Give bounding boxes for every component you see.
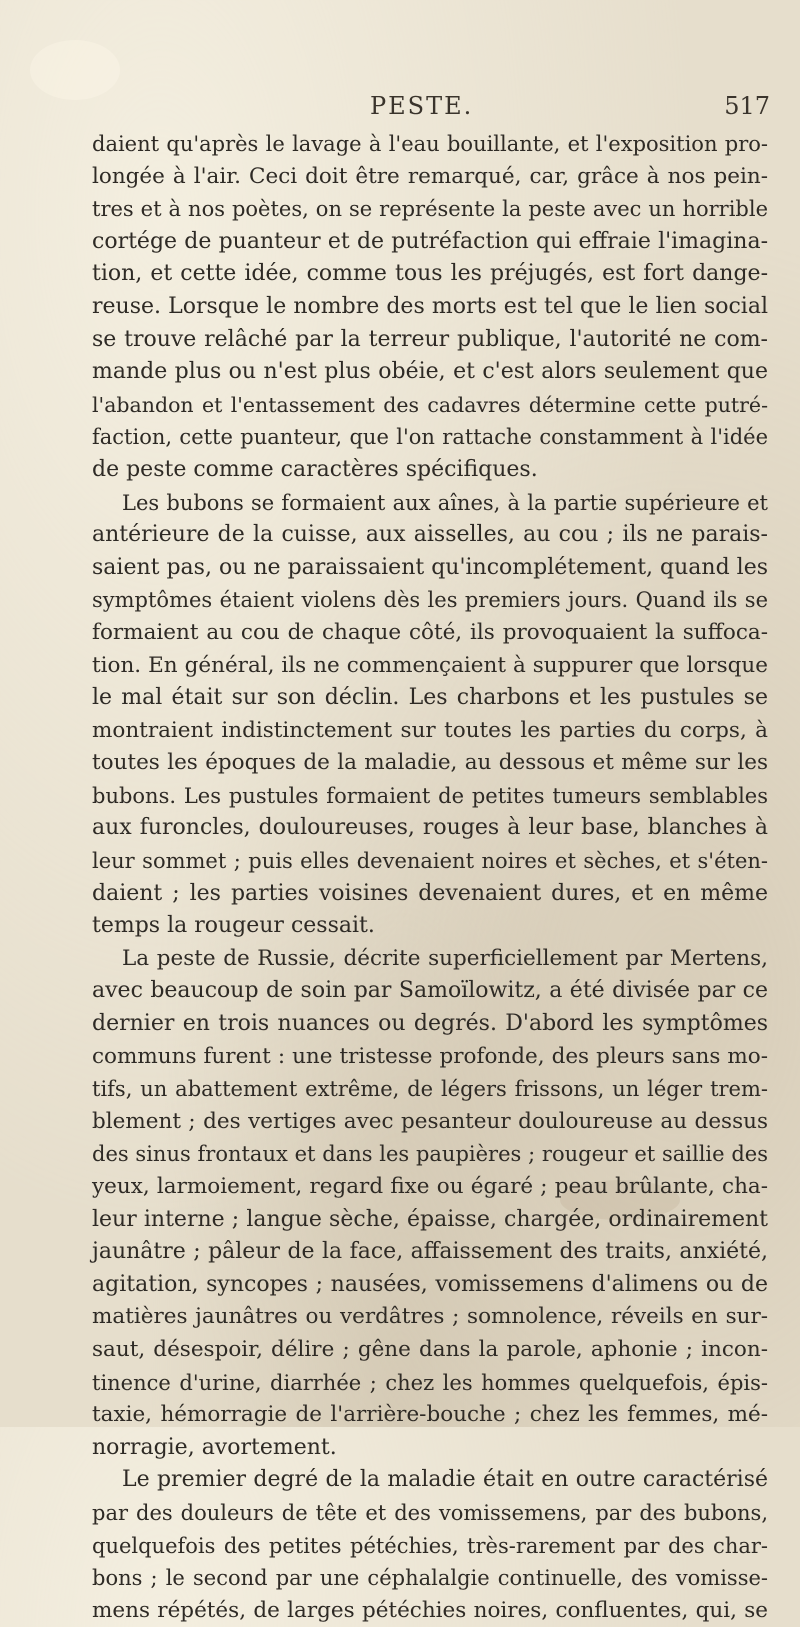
text-line: dernier en trois nuances ou degrés. D'abord les symptômes xyxy=(92,1011,768,1037)
text-line: tion, et cette idée, comme tous les préjugés, est fort dange- xyxy=(92,261,768,287)
text-line: taxie, hémorragie de l'arrière-bouche ; chez les femmes, mé- xyxy=(92,1402,768,1428)
text-line: bubons. Les pustules formaient de petites tumeurs semblables xyxy=(92,783,768,808)
text-body xyxy=(92,128,768,1627)
text-line: agitation, syncopes ; nausées, vomissemens d'alimens ou de xyxy=(92,1271,768,1297)
paragraph-first-line: Le premier degré de la maladie était en outre caractérisé xyxy=(122,1467,768,1493)
text-line: montraient indistinctement sur toutes les parties du corps, à xyxy=(92,717,768,743)
running-head-title: PESTE. xyxy=(370,92,474,120)
text-line: l'abandon et l'entassement des cadavres détermine cette putré- xyxy=(92,392,768,417)
text-line: yeux, larmoiement, regard fixe ou égaré ; peau brûlante, cha- xyxy=(92,1174,768,1199)
text-line: leur interne ; langue sèche, épaisse, chargée, ordinairement xyxy=(92,1206,768,1232)
text-line: se trouve relâché par la terreur publique, l'autorité ne com- xyxy=(92,326,768,352)
text-line: quelquefois des petites pétéchies, très-rarement par des char- xyxy=(92,1533,768,1558)
text-line: aux furoncles, douloureuses, rouges à leur base, blanches à xyxy=(92,815,768,841)
text-line: longée à l'air. Ceci doit être remarqué, car, grâce à nos pein- xyxy=(92,163,768,189)
text-line: de peste comme caractères spécifiques. xyxy=(92,456,538,482)
text-line: mande plus ou n'est plus obéie, et c'est alors seulement que xyxy=(92,359,768,385)
text-line: cortége de puanteur et de putréfaction qui effraie l'imagina- xyxy=(92,228,768,254)
text-line: avec beaucoup de soin par Samoïlowitz, a été divisée par ce xyxy=(92,978,768,1004)
text-line: communs furent : une tristesse profonde, des pleurs sans mo- xyxy=(92,1043,768,1069)
text-line: faction, cette puanteur, que l'on rattache constamment à l'idée xyxy=(92,425,768,450)
text-line: tinence d'urine, diarrhée ; chez les hommes quelquefois, épis- xyxy=(92,1370,768,1395)
text-line: antérieure de la cuisse, aux aisselles, au cou ; ils ne parais- xyxy=(92,522,768,548)
running-head xyxy=(90,92,770,126)
text-line: tifs, un abattement extrême, de légers frissons, un léger trem- xyxy=(92,1077,768,1102)
text-line: par des douleurs de tête et des vomissemens, par des bubons, xyxy=(92,1500,768,1525)
text-line: norragie, avortement. xyxy=(92,1434,337,1460)
text-line: leur sommet ; puis elles devenaient noires et sèches, et s'éten- xyxy=(92,849,768,874)
text-line: saient pas, ou ne paraissaient qu'incomplétement, quand les xyxy=(92,554,768,580)
text-line: symptômes étaient violens dès les premiers jours. Quand ils se xyxy=(92,588,768,613)
paper-stain xyxy=(30,40,120,100)
text-line: blement ; des vertiges avec pesanteur douloureuse au dessus xyxy=(92,1108,768,1134)
text-line: tres et à nos poètes, on se représente la peste avec un horrible xyxy=(92,197,768,222)
text-line: daient ; les parties voisines devenaient dures, et en même xyxy=(92,880,768,906)
text-line: formaient au cou de chaque côté, ils provoquaient la suffoca- xyxy=(92,619,768,645)
text-line: bons ; le second par une céphalalgie continuelle, des vomisse- xyxy=(92,1566,768,1591)
text-line: toutes les époques de la maladie, au dessous et même sur les xyxy=(92,750,768,776)
text-line: saut, désespoir, délire ; gêne dans la parole, aphonie ; incon- xyxy=(92,1336,768,1362)
text-line: tion. En général, ils ne commençaient à suppurer que lorsque xyxy=(92,652,768,678)
text-line: mens répétés, de larges pétéchies noires, confluentes, qui, se xyxy=(92,1597,768,1623)
text-line: temps la rougeur cessait. xyxy=(92,913,375,939)
page-number: 517 xyxy=(724,92,770,120)
paragraph-first-line: Les bubons se formaient aux aînes, à la partie supérieure et xyxy=(122,490,768,515)
text-line: des sinus frontaux et dans les paupières ; rougeur et saillie des xyxy=(92,1142,768,1167)
text-line: matières jaunâtres ou verdâtres ; somnolence, réveils en sur- xyxy=(92,1304,768,1330)
text-line: daient qu'après le lavage à l'eau bouillante, et l'exposition pro- xyxy=(92,132,768,156)
text-line: le mal était sur son déclin. Les charbons et les pustules se xyxy=(92,685,768,711)
text-line: reuse. Lorsque le nombre des morts est tel que le lien social xyxy=(92,293,768,319)
paragraph-first-line: La peste de Russie, décrite superficiellement par Mertens, xyxy=(122,945,768,971)
text-line: jaunâtre ; pâleur de la face, affaissement des traits, anxiété, xyxy=(92,1239,768,1265)
